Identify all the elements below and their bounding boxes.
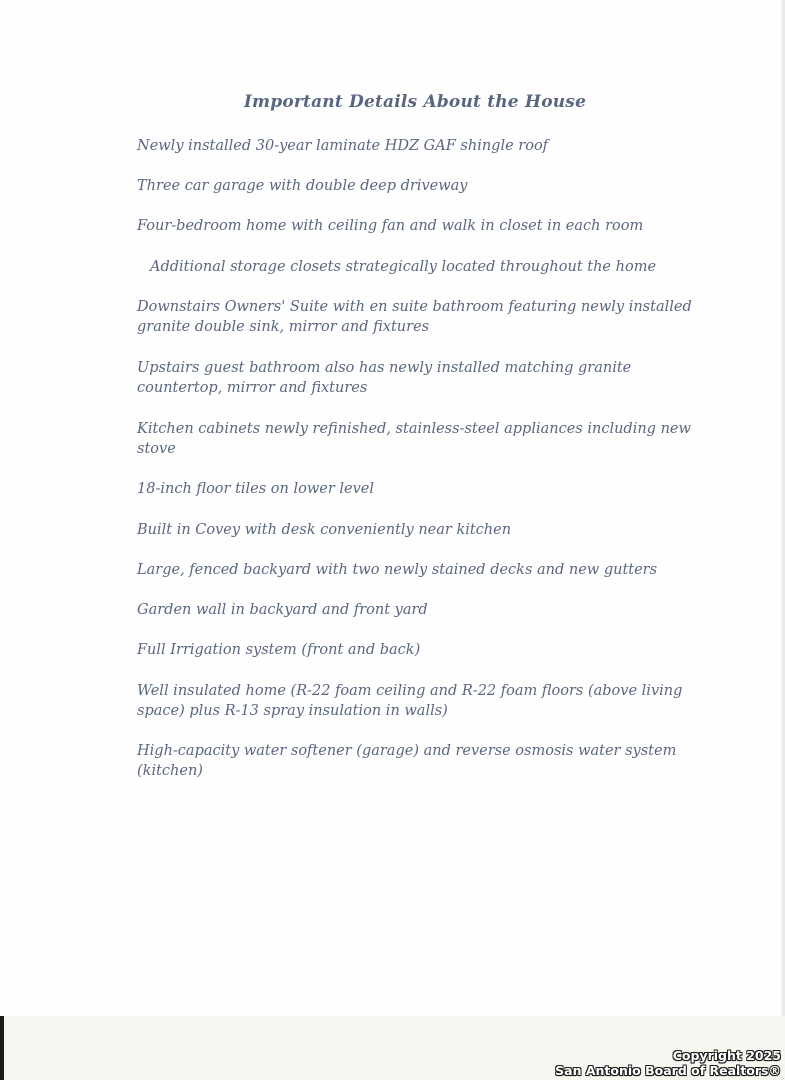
detail-item-kitchen: Kitchen cabinets newly refinished, stainless-steel appliances including new stove	[137, 421, 691, 457]
detail-item-floor-tiles: 18-inch floor tiles on lower level	[137, 481, 375, 497]
detail-item-garage: Three car garage with double deep driveway	[137, 178, 468, 194]
detail-item-bedrooms: Four-bedroom home with ceiling fan and walk in closet in each room	[137, 218, 644, 234]
detail-item-guest-bathroom: Upstairs guest bathroom also has newly installed matching granite countertop, mirror and fixtures	[137, 360, 632, 396]
copyright-line: Copyright 2025	[672, 1048, 781, 1063]
page-right-edge	[781, 0, 785, 1080]
detail-item-covey: Built in Covey with desk conveniently near kitchen	[137, 522, 512, 538]
scan-edge-mark	[0, 1016, 4, 1080]
detail-item-storage: Additional storage closets strategically located throughout the home	[150, 259, 657, 275]
detail-item-garden-wall: Garden wall in backyard and front yard	[137, 602, 428, 618]
copyright-watermark	[555, 1048, 781, 1078]
detail-item-insulation: Well insulated home (R-22 foam ceiling and R-22 foam floors (above living space) plus R-13 spray insulation in walls)	[137, 683, 683, 719]
board-name-line: San Antonio Board of Realtors®	[555, 1063, 781, 1078]
detail-item-water-system: High-capacity water softener (garage) and reverse osmosis water system (kitchen)	[137, 743, 677, 779]
detail-item-owners-suite: Downstairs Owners' Suite with en suite bathroom featuring newly installed granite double sink, mirror and fixtures	[137, 299, 692, 335]
detail-item-backyard: Large, fenced backyard with two newly stained decks and new gutters	[137, 562, 658, 578]
detail-item-roof: Newly installed 30-year laminate HDZ GAF shingle roof	[137, 138, 549, 154]
document-title: Important Details About the House	[243, 92, 587, 112]
detail-item-irrigation: Full Irrigation system (front and back)	[137, 642, 421, 658]
